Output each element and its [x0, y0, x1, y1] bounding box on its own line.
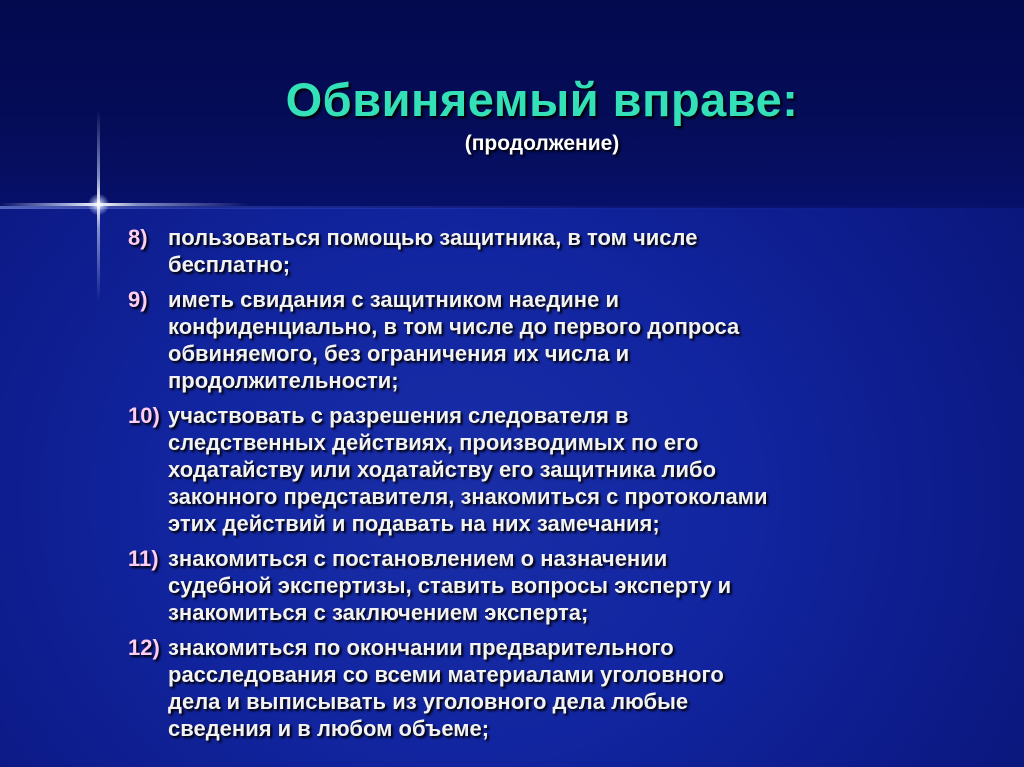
item-number: 12): [128, 635, 160, 660]
item-number: 8): [128, 225, 148, 250]
item-line: знакомиться с заключением эксперта;: [168, 600, 589, 625]
item-line: ходатайству или ходатайству его защитника либо: [168, 457, 717, 482]
item-number: 11): [128, 546, 159, 571]
item-line: бесплатно;: [168, 252, 291, 277]
item-line: судебной экспертизы, ставить вопросы эксперту и: [168, 573, 732, 598]
list-item-11: [128, 545, 1008, 626]
list-item-8: [128, 224, 1008, 278]
item-line: законного представителя, знакомиться с протоколами: [168, 484, 768, 509]
item-line: знакомиться по окончании предварительного: [168, 635, 674, 660]
item-line: обвиняемого, без ограничения их числа и: [168, 341, 630, 366]
rights-list: [128, 224, 1008, 750]
list-item-12: [128, 634, 1008, 742]
item-line: расследования со всеми материалами уголовного: [168, 662, 724, 687]
item-line: иметь свидания с защитником наедине и: [168, 287, 619, 312]
item-line: пользоваться помощью защитника, в том числе: [168, 225, 698, 250]
header-band-edge: [0, 206, 1024, 209]
slide-subtitle: (продолжение): [464, 132, 620, 155]
item-number: 10): [128, 403, 160, 428]
item-number: 9): [128, 287, 148, 312]
item-line: следственных действиях, производимых по его: [168, 430, 699, 455]
sparkle-horizontal-ray: [0, 203, 250, 206]
item-line: дела и выписывать из уголовного дела любые: [168, 689, 689, 714]
list-item-10: [128, 402, 1008, 537]
item-line: конфиденциально, в том числе до первого допроса: [168, 314, 740, 339]
item-line: этих действий и подавать на них замечания;: [168, 511, 660, 536]
list-item-9: [128, 286, 1008, 394]
item-line: знакомиться с постановлением о назначении: [168, 546, 668, 571]
sparkle-star-icon: [88, 194, 109, 215]
item-line: сведения и в любом объеме;: [168, 716, 490, 741]
slide-title: Обвиняемый вправе:: [285, 73, 799, 126]
item-line: продолжительности;: [168, 368, 399, 393]
item-line: участвовать с разрешения следователя в: [168, 403, 629, 428]
